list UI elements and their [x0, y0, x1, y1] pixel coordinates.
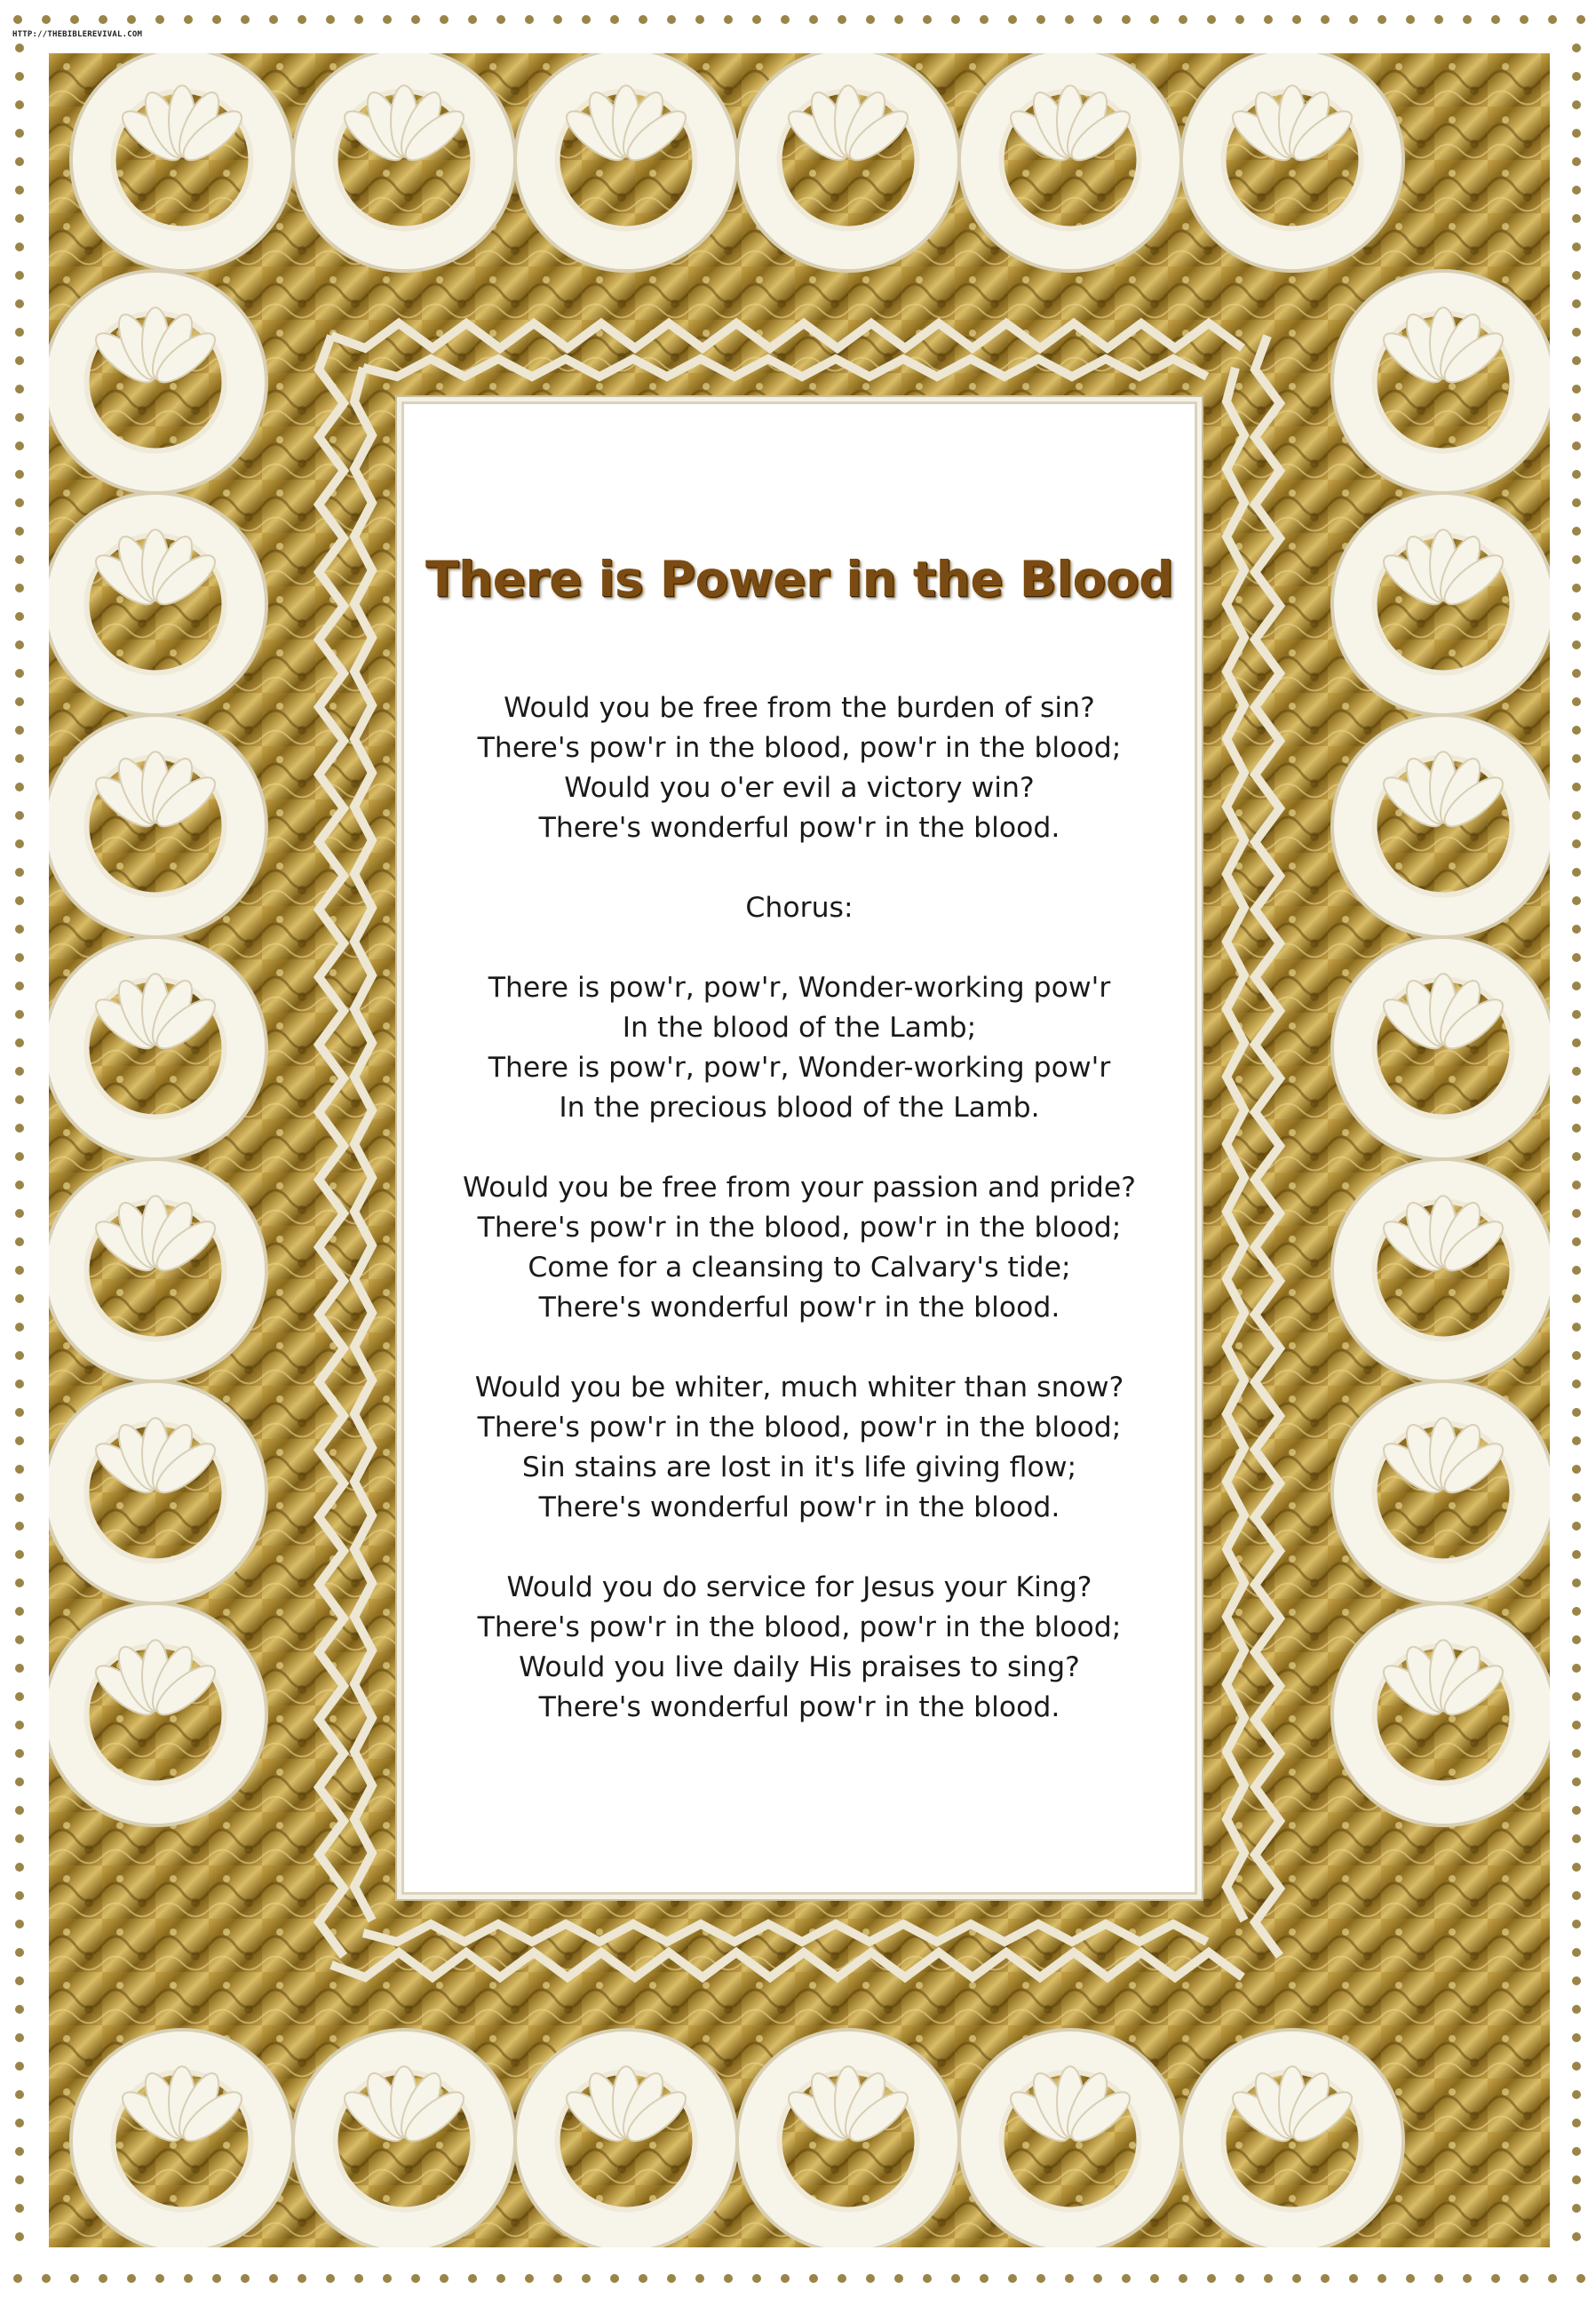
border-dot: [15, 754, 24, 763]
border-dot: [1548, 15, 1557, 24]
border-dot: [15, 1806, 24, 1815]
border-dot: [781, 2274, 790, 2283]
border-dot: [15, 1408, 24, 1417]
border-dot: [1572, 1209, 1581, 1218]
border-dot: [1572, 2090, 1581, 2099]
border-dot: [15, 1863, 24, 1872]
border-dot: [1576, 2274, 1585, 2283]
border-dot: [1179, 2274, 1187, 2283]
border-dot: [15, 441, 24, 450]
border-dot: [1572, 2232, 1581, 2241]
border-dot: [15, 2090, 24, 2099]
lyric-line: Would you do service for Jesus your King?: [506, 1571, 1092, 1603]
border-dot: [1179, 15, 1187, 24]
stanza-chorus: [404, 968, 1195, 1128]
border-dot: [15, 555, 24, 564]
border-dot: [42, 15, 51, 24]
border-dot: [411, 2274, 420, 2283]
border-dot: [1572, 1351, 1581, 1360]
border-dot: [354, 2274, 363, 2283]
border-dot: [15, 72, 24, 81]
border-dot: [1207, 2274, 1216, 2283]
border-dot: [695, 15, 704, 24]
border-dot: [15, 328, 24, 337]
border-dot: [15, 783, 24, 791]
border-dot: [1572, 1010, 1581, 1019]
border-dot: [1572, 413, 1581, 422]
lyric-line: There's pow'r in the blood, pow'r in the blood;: [477, 1212, 1122, 1244]
border-dot: [15, 498, 24, 507]
border-dot: [809, 2274, 818, 2283]
border-dot: [1463, 2274, 1472, 2283]
border-dot: [468, 15, 477, 24]
border-dot: [1572, 1124, 1581, 1133]
border-dot: [667, 2274, 676, 2283]
border-dot: [15, 1550, 24, 1559]
border-dot: [15, 1380, 24, 1388]
border-dot: [155, 15, 164, 24]
border-dot: [15, 470, 24, 479]
stanza-verse-3: [404, 1368, 1195, 1528]
lyric-line: There is pow'r, pow'r, Wonder-working pow'r: [488, 1052, 1111, 1084]
lyric-line: Would you o'er evil a victory win?: [564, 772, 1035, 804]
stanza-verse-4: [404, 1568, 1195, 1728]
border-dot: [1463, 15, 1472, 24]
border-dot: [582, 2274, 591, 2283]
border-dot: [1572, 584, 1581, 592]
border-dot: [752, 2274, 761, 2283]
border-dot: [269, 2274, 278, 2283]
lyric-line: In the blood of the Lamb;: [622, 1012, 977, 1044]
border-dot: [15, 982, 24, 990]
border-dot: [440, 2274, 449, 2283]
border-dot: [1572, 1578, 1581, 1587]
border-dot: [1406, 2274, 1415, 2283]
border-dot: [1406, 15, 1415, 24]
border-dot: [1572, 1721, 1581, 1729]
lyric-line: Would you be whiter, much whiter than snow?: [474, 1372, 1124, 1403]
border-dot: [1572, 839, 1581, 848]
border-dot: [1572, 1408, 1581, 1417]
border-dot: [1572, 1465, 1581, 1474]
lyric-line: There's pow'r in the blood, pow'r in the blood;: [477, 1611, 1122, 1643]
border-dot: [1572, 754, 1581, 763]
border-dot: [15, 1124, 24, 1133]
border-dot: [70, 15, 79, 24]
border-dot: [1572, 1692, 1581, 1701]
border-dot: [468, 2274, 477, 2283]
border-dot: [1572, 1152, 1581, 1161]
border-dot: [1572, 953, 1581, 962]
border-dot: [1572, 811, 1581, 820]
border-dot: [1572, 1948, 1581, 1957]
border-dot: [1572, 2204, 1581, 2213]
border-dot: [184, 15, 193, 24]
border-dot: [1150, 2274, 1159, 2283]
border-dot: [1150, 15, 1159, 24]
border-dot: [894, 15, 903, 24]
border-dot: [1572, 1038, 1581, 1047]
border-dot: [1572, 1550, 1581, 1559]
border-dot: [1572, 1976, 1581, 1985]
border-dot: [15, 811, 24, 820]
border-dot: [15, 1067, 24, 1076]
border-dot: [298, 15, 306, 24]
border-dot: [838, 15, 846, 24]
border-dot: [1122, 15, 1131, 24]
lyric-line: In the precious blood of the Lamb.: [559, 1092, 1040, 1124]
border-dot: [15, 299, 24, 308]
border-dot: [15, 214, 24, 223]
border-dot: [42, 2274, 51, 2283]
border-dot: [1572, 1522, 1581, 1531]
border-dot: [15, 413, 24, 422]
border-dot: [15, 2175, 24, 2184]
border-dot: [1491, 15, 1500, 24]
border-dot: [1572, 1607, 1581, 1616]
border-dot: [15, 868, 24, 877]
border-dot: [1572, 2175, 1581, 2184]
border-dot: [496, 2274, 505, 2283]
border-dot: [980, 15, 989, 24]
border-dot: [15, 1976, 24, 1985]
border-dot: [980, 2274, 989, 2283]
border-dot: [15, 1493, 24, 1502]
border-dot: [1572, 385, 1581, 394]
border-dot: [15, 839, 24, 848]
border-dot: [525, 2274, 534, 2283]
border-dot: [411, 15, 420, 24]
border-dot: [1572, 100, 1581, 109]
border-dot: [610, 2274, 619, 2283]
border-dot: [1292, 2274, 1301, 2283]
source-url: HTTP://THEBIBLEREVIVAL.COM: [12, 30, 143, 39]
border-dot: [639, 15, 647, 24]
border-dot: [1572, 356, 1581, 365]
lyric-line: Come for a cleansing to Calvary's tide;: [528, 1252, 1071, 1284]
lyric-line: Sin stains are lost in it's life giving flow;: [521, 1451, 1077, 1483]
border-dot: [15, 2232, 24, 2241]
border-dot: [15, 271, 24, 280]
border-dot: [15, 1209, 24, 1218]
border-dot: [1008, 15, 1017, 24]
border-dot: [1572, 783, 1581, 791]
border-dot: [15, 726, 24, 735]
lyric-line: There's wonderful pow'r in the blood.: [538, 1691, 1060, 1723]
border-dot: [582, 15, 591, 24]
border-dot: [15, 1181, 24, 1189]
border-dot: [1572, 470, 1581, 479]
border-dot: [15, 1237, 24, 1246]
border-dot: [781, 15, 790, 24]
border-dot: [15, 1152, 24, 1161]
border-dot: [15, 669, 24, 678]
border-dot: [212, 15, 221, 24]
stanza-verse-1: [404, 688, 1195, 848]
border-dot: [15, 2204, 24, 2213]
border-dot: [15, 385, 24, 394]
lyric-line: Would you live daily His praises to sing?: [519, 1651, 1080, 1683]
border-dot: [1036, 2274, 1045, 2283]
border-dot: [15, 1777, 24, 1786]
border-dot: [13, 2274, 22, 2283]
border-dot: [1036, 15, 1045, 24]
border-dot: [1008, 2274, 1017, 2283]
border-dot: [241, 15, 250, 24]
border-dot: [15, 1294, 24, 1303]
border-dot: [1572, 1664, 1581, 1673]
border-dot: [1572, 1863, 1581, 1872]
border-dot: [1572, 2062, 1581, 2071]
border-dot: [15, 1721, 24, 1729]
border-dot: [269, 15, 278, 24]
border-dot: [1572, 612, 1581, 621]
border-dot: [15, 1607, 24, 1616]
border-dot: [1572, 868, 1581, 877]
border-dot: [1572, 1294, 1581, 1303]
border-dot: [15, 356, 24, 365]
border-dot: [15, 44, 24, 52]
border-dot: [838, 2274, 846, 2283]
border-dot: [212, 2274, 221, 2283]
border-dot: [1572, 982, 1581, 990]
lyric-line: There is pow'r, pow'r, Wonder-working pow'r: [488, 972, 1111, 1004]
lyric-line: Chorus:: [745, 892, 854, 924]
border-dot: [639, 2274, 647, 2283]
lyric-line: There's pow'r in the blood, pow'r in the blood;: [477, 732, 1122, 764]
border-dot: [15, 584, 24, 592]
lyric-line: There's wonderful pow'r in the blood.: [538, 1292, 1060, 1324]
border-dot: [15, 1095, 24, 1104]
border-dot: [15, 2147, 24, 2156]
border-dot: [15, 186, 24, 195]
border-dot: [1572, 1834, 1581, 1843]
border-dot: [1572, 697, 1581, 706]
border-dot: [15, 1351, 24, 1360]
border-dot: [1572, 1181, 1581, 1189]
border-dot: [1321, 15, 1330, 24]
border-dot: [1572, 1891, 1581, 1900]
border-dot: [894, 2274, 903, 2283]
border-dot: [15, 1436, 24, 1445]
border-dot: [15, 1692, 24, 1701]
border-dot: [1572, 299, 1581, 308]
border-dot: [15, 527, 24, 536]
border-dot: [127, 15, 136, 24]
border-dot: [553, 2274, 562, 2283]
border-dot: [15, 157, 24, 166]
border-dot: [1349, 2274, 1358, 2283]
border-dot: [610, 15, 619, 24]
border-dot: [1572, 2033, 1581, 2042]
border-dot: [1572, 44, 1581, 52]
lyric-line: Would you be free from the burden of sin?: [504, 692, 1095, 724]
border-dot: [354, 15, 363, 24]
border-dot: [1572, 1237, 1581, 1246]
border-dot: [15, 1749, 24, 1758]
border-dot: [1122, 2274, 1131, 2283]
border-dot: [1292, 15, 1301, 24]
border-dot: [15, 100, 24, 109]
border-dot: [496, 15, 505, 24]
lyrics: [404, 688, 1195, 1768]
border-dot: [184, 2274, 193, 2283]
border-dot: [1065, 15, 1074, 24]
border-dot: [1572, 1323, 1581, 1332]
border-dot: [1572, 2119, 1581, 2127]
border-dot: [1572, 328, 1581, 337]
border-dot: [667, 15, 676, 24]
border-dot: [1349, 15, 1358, 24]
border-dot: [1572, 1493, 1581, 1502]
border-dot: [1520, 15, 1529, 24]
border-dot: [13, 15, 22, 24]
border-dot: [1572, 1777, 1581, 1786]
border-dot: [1434, 15, 1443, 24]
border-dot: [923, 15, 932, 24]
lyric-line: There's wonderful pow'r in the blood.: [538, 1491, 1060, 1523]
border-dot: [15, 896, 24, 905]
border-dot: [1572, 1749, 1581, 1758]
border-dot: [1207, 15, 1216, 24]
border-dot: [1378, 15, 1386, 24]
border-dot: [440, 15, 449, 24]
border-dot: [99, 15, 107, 24]
stanza-verse-2: [404, 1168, 1195, 1328]
border-dot: [1572, 2005, 1581, 2014]
border-dot: [15, 925, 24, 934]
border-dot: [1572, 1920, 1581, 1928]
border-dot: [15, 129, 24, 138]
border-dot: [1235, 15, 1244, 24]
border-dot: [15, 1948, 24, 1957]
border-dot: [15, 2005, 24, 2014]
border-dot: [15, 1465, 24, 1474]
border-dot: [1572, 214, 1581, 223]
border-dot: [752, 15, 761, 24]
border-dot: [1572, 186, 1581, 195]
border-dot: [383, 15, 392, 24]
border-dot: [1572, 527, 1581, 536]
border-dot: [1572, 1067, 1581, 1076]
border-dot: [866, 2274, 875, 2283]
border-dot: [15, 1664, 24, 1673]
border-dot: [99, 2274, 107, 2283]
border-dot: [1093, 15, 1102, 24]
border-dot: [15, 1920, 24, 1928]
border-dot: [1378, 2274, 1386, 2283]
lyric-line: Would you be free from your passion and pride?: [462, 1172, 1137, 1204]
border-dot: [1520, 2274, 1529, 2283]
lyrics-panel: [404, 404, 1195, 1892]
border-dot: [241, 2274, 250, 2283]
border-dot: [951, 2274, 960, 2283]
border-dot: [1572, 896, 1581, 905]
border-dot: [1572, 669, 1581, 678]
border-dot: [15, 1522, 24, 1531]
lyric-line: There's wonderful pow'r in the blood.: [538, 812, 1060, 844]
border-dot: [1572, 271, 1581, 280]
border-dot: [1572, 129, 1581, 138]
border-dot: [1572, 640, 1581, 649]
border-dot: [15, 1635, 24, 1644]
border-dot: [127, 2274, 136, 2283]
border-dot: [1093, 2274, 1102, 2283]
border-dot: [15, 1266, 24, 1275]
border-dot: [724, 15, 733, 24]
border-dot: [1264, 2274, 1273, 2283]
border-dot: [1572, 157, 1581, 166]
border-dot: [1572, 925, 1581, 934]
border-dot: [951, 15, 960, 24]
border-dot: [1235, 2274, 1244, 2283]
border-dot: [15, 2033, 24, 2042]
border-dot: [1572, 2147, 1581, 2156]
border-dot: [525, 15, 534, 24]
border-dot: [1572, 726, 1581, 735]
border-dot: [15, 953, 24, 962]
border-dot: [15, 640, 24, 649]
border-dot: [15, 612, 24, 621]
border-dot: [1572, 1806, 1581, 1815]
border-dot: [383, 2274, 392, 2283]
border-dot: [155, 2274, 164, 2283]
stanza-chorus-label: [404, 888, 1195, 928]
border-dot: [15, 1038, 24, 1047]
border-dot: [1572, 1095, 1581, 1104]
border-dot: [1572, 72, 1581, 81]
border-dot: [1572, 441, 1581, 450]
border-dot: [15, 1834, 24, 1843]
border-dot: [866, 15, 875, 24]
border-dot: [1491, 2274, 1500, 2283]
border-dot: [724, 2274, 733, 2283]
border-dot: [70, 2274, 79, 2283]
border-dot: [1321, 2274, 1330, 2283]
border-dot: [15, 243, 24, 251]
border-dot: [1572, 1436, 1581, 1445]
border-dot: [15, 1578, 24, 1587]
border-dot: [1572, 555, 1581, 564]
border-dot: [809, 15, 818, 24]
border-dot: [695, 2274, 704, 2283]
border-dot: [1548, 2274, 1557, 2283]
border-dot: [15, 697, 24, 706]
border-dot: [15, 1010, 24, 1019]
border-dot: [1065, 2274, 1074, 2283]
hymn-title: There is Power in the Blood: [425, 551, 1174, 608]
border-dot: [15, 1323, 24, 1332]
border-dot: [1572, 1380, 1581, 1388]
border-dot: [326, 15, 335, 24]
border-dot: [15, 2119, 24, 2127]
border-dot: [15, 2062, 24, 2071]
border-dot: [553, 15, 562, 24]
border-dot: [1434, 2274, 1443, 2283]
border-dot: [1572, 1266, 1581, 1275]
border-dot: [298, 2274, 306, 2283]
border-dot: [1572, 1635, 1581, 1644]
border-dot: [1572, 498, 1581, 507]
border-dot: [923, 2274, 932, 2283]
lyric-line: There's pow'r in the blood, pow'r in the blood;: [477, 1411, 1122, 1443]
border-dot: [1572, 243, 1581, 251]
border-dot: [326, 2274, 335, 2283]
border-dot: [15, 1891, 24, 1900]
border-dot: [1576, 15, 1585, 24]
border-dot: [1264, 15, 1273, 24]
